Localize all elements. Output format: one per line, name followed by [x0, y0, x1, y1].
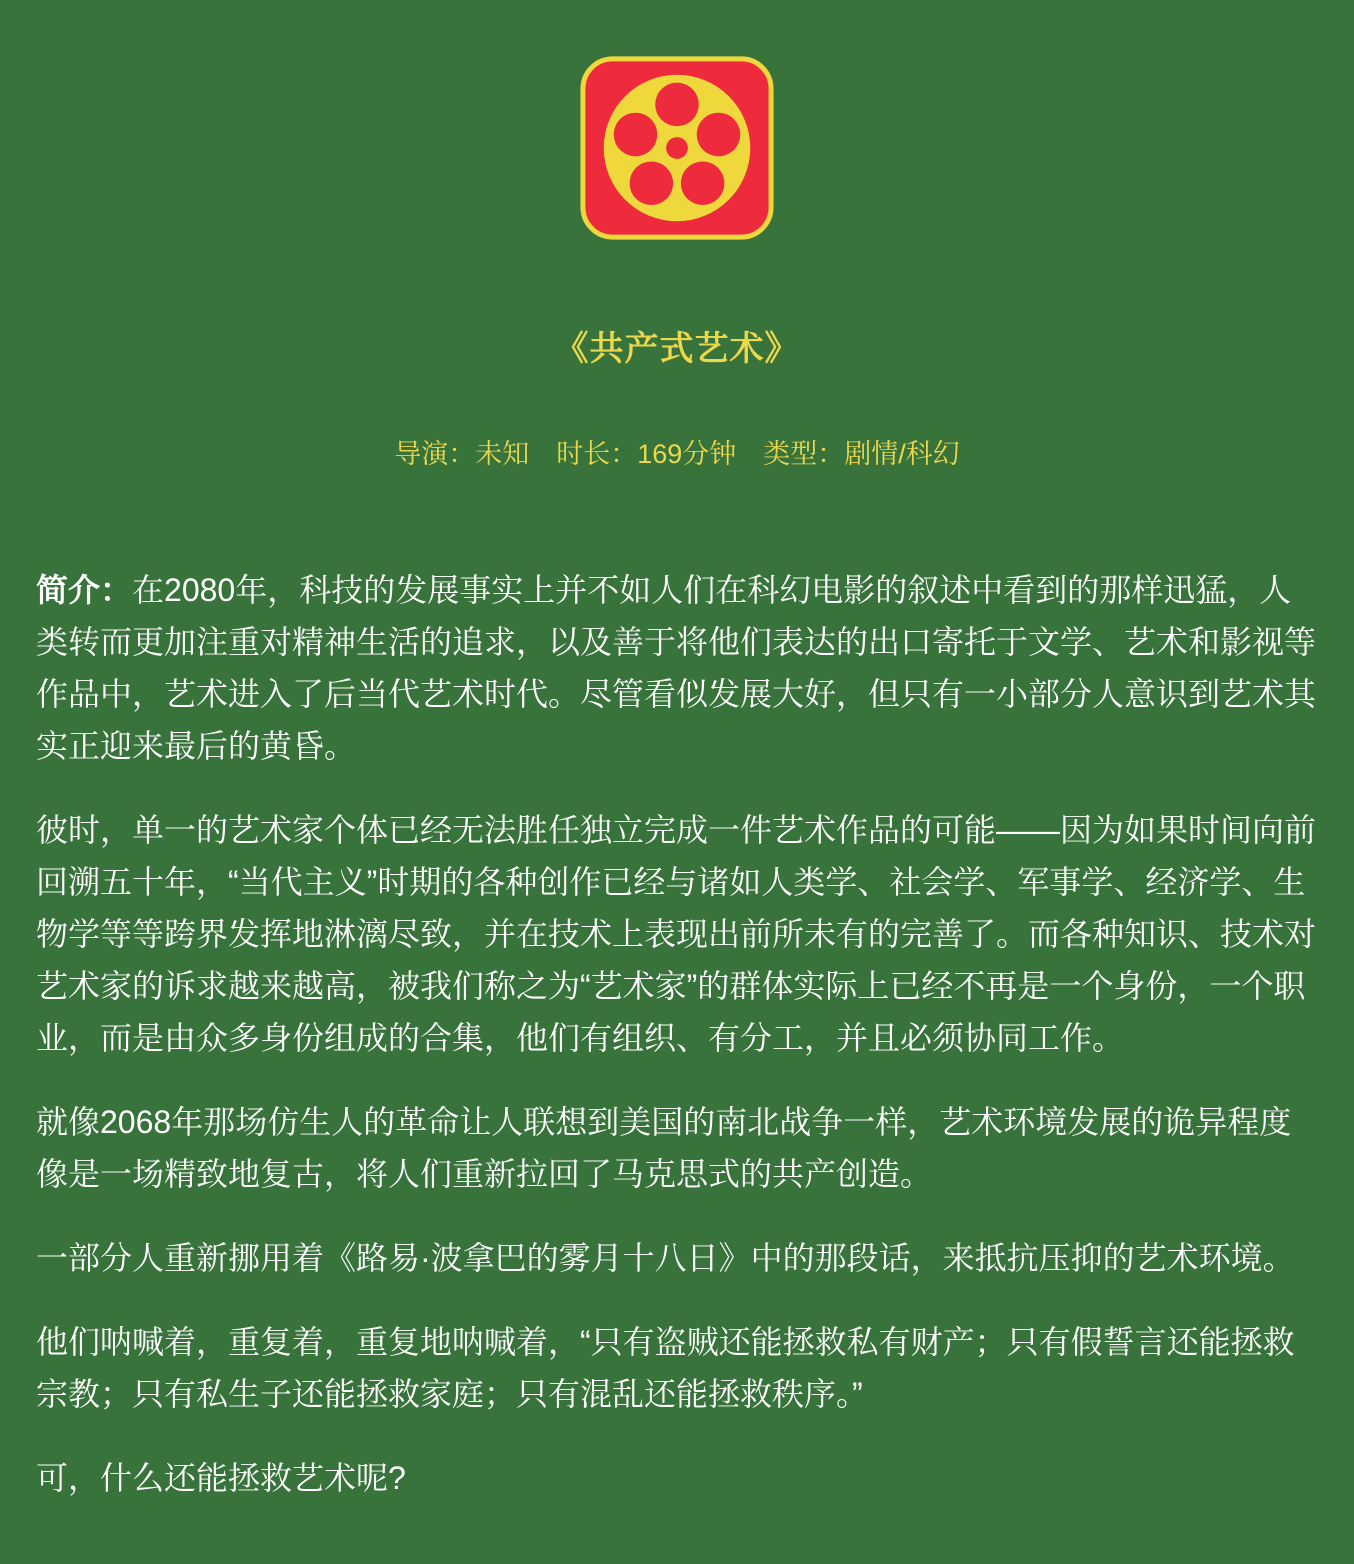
paragraph-text: 可，什么还能拯救艺术呢?	[36, 1460, 406, 1496]
movie-meta	[0, 432, 1354, 471]
synopsis-paragraph	[36, 564, 1318, 772]
app-logo	[0, 0, 1354, 248]
intro-label: 简介：	[36, 572, 133, 608]
synopsis-paragraph	[36, 804, 1318, 1064]
paragraph-text: 就像2068年那场仿生人的革命让人联想到美国的南北战争一样，艺术环境发展的诡异程度像是一场精致地复古，将人们重新拉回了马克思式的共产创造。	[36, 1104, 1292, 1192]
synopsis-paragraph	[36, 1316, 1318, 1420]
paragraph-text: 他们呐喊着，重复着，重复地呐喊着，“只有盗贼还能拯救私有财产；只有假誓言还能拯救宗教；只有私生子还能拯救家庭；只有混乱还能拯救秩序。”	[36, 1324, 1295, 1412]
film-reel-icon	[578, 53, 776, 243]
meta-genre: 类型：剧情/科幻	[763, 439, 960, 469]
synopsis-paragraph	[36, 1096, 1318, 1200]
meta-director: 导演：未知	[394, 439, 530, 469]
synopsis	[0, 564, 1354, 1564]
paragraph-text: 彼时，单一的艺术家个体已经无法胜任独立完成一件艺术作品的可能——因为如果时间向前回溯五十年，“当代主义”时期的各种创作已经与诸如人类学、社会学、军事学、经济学、生物学等等跨界发挥地淋漓尽致，并在技术上表现出前所未有的完善了。而各种知识、技术对艺术家的诉求越来越高，被我们称之为“艺术家”的群体实际上已经不再是一个身份，一个职业，而是由众多身份组成的合集，他们有组织、有分工，并且必须协同工作。	[36, 812, 1317, 1056]
synopsis-paragraph	[36, 1232, 1318, 1284]
meta-duration: 时长：169分钟	[556, 439, 737, 469]
paragraph-text: 在2080年，科技的发展事实上并不如人们在科幻电影的叙述中看到的那样迅猛，人类转而更加注重对精神生活的追求，以及善于将他们表达的出口寄托于文学、艺术和影视等作品中，艺术进入了后当代艺术时代。尽管看似发展大好，但只有一小部分人意识到艺术其实正迎来最后的黄昏。	[36, 572, 1317, 764]
paragraph-text: 一部分人重新挪用着《路易·波拿巴的雾月十八日》中的那段话，来抵抗压抑的艺术环境。	[36, 1240, 1295, 1276]
movie-title: 《共产式艺术》	[554, 330, 800, 368]
synopsis-paragraph	[36, 1452, 1318, 1504]
